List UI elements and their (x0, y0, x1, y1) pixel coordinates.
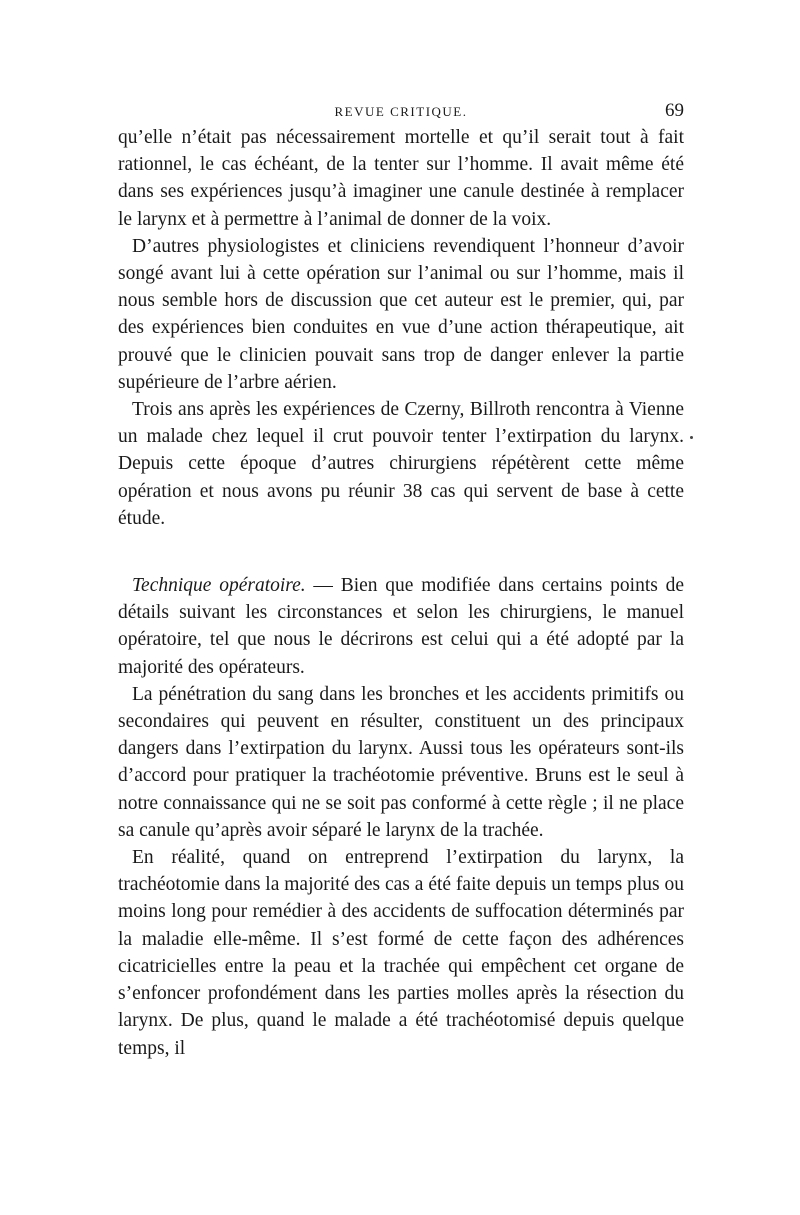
margin-speck (690, 436, 693, 439)
paragraph-text: — Bien que modifiée dans certains points de détails suivant les circonstances et selon les chirurgiens, le manuel opératoire, tel que nous le décrirons est celui qui a été adopté par la majorité des opérateurs. (118, 575, 684, 678)
paragraph (118, 572, 684, 681)
paragraph: En réalité, quand on entreprend l’extirpation du larynx, la trachéotomie dans la majorité des cas a été faite depuis un temps plus ou moins long pour remédier à des accidents de suffocation déterminés par la maladie elle-même. Il s’est formé de cette façon des adhérences cicatricielles entre la peau et la trachée qui empêchent cet organe de s’enfoncer profondément dans les parties molles après la résection du larynx. De plus, quand le malade a été trachéotomisé depuis quelque temps, il (118, 847, 684, 1059)
section-gap (118, 532, 684, 572)
paragraph: La pénétration du sang dans les bronches et les accidents primitifs ou secondaires qui peuvent en résulter, constituent un des principaux dangers dans l’extirpation du larynx. Aussi tous les opérateurs sont-ils d’accord pour pratiquer la trachéotomie préventive. Bruns est le seul à notre connaissance qui ne se soit pas conformé à cette règle ; il ne place sa canule qu’après avoir séparé le larynx de la trachée. (118, 683, 684, 841)
running-title: REVUE CRITIQUE. (334, 104, 468, 119)
body-text (118, 124, 684, 1062)
paragraph: Trois ans après les expériences de Czerny, Billroth rencontra à Vienne un malade chez lequel il crut pouvoir tenter l’extirpation du larynx. Depuis cette époque d’autres chirurgiens répétèrent cette même opération et nous avons pu réunir 38 cas qui servent de base à cette étude. (118, 399, 684, 529)
page-number: 69 (665, 100, 684, 121)
section-heading: Technique opératoire. (132, 575, 306, 597)
running-head (118, 100, 684, 124)
paragraph: D’autres physiologistes et cliniciens revendiquent l’honneur d’avoir songé avant lui à cette opération sur l’animal ou sur l’homme, mais il nous semble hors de discussion que cet auteur est le premier, qui, par des expériences bien conduites en vue d’une action thérapeutique, ait prouvé que le clinicien pouvait sans trop de danger enlever la partie supérieure de l’arbre aérien. (118, 235, 684, 393)
paragraph: qu’elle n’était pas nécessairement mortelle et qu’il serait tout à fait rationnel, le cas échéant, de la tenter sur l’homme. Il avait même été dans ses expériences jusqu’à imaginer une canule destinée à remplacer le larynx et à permettre à l’animal de donner de la voix. (118, 127, 684, 230)
